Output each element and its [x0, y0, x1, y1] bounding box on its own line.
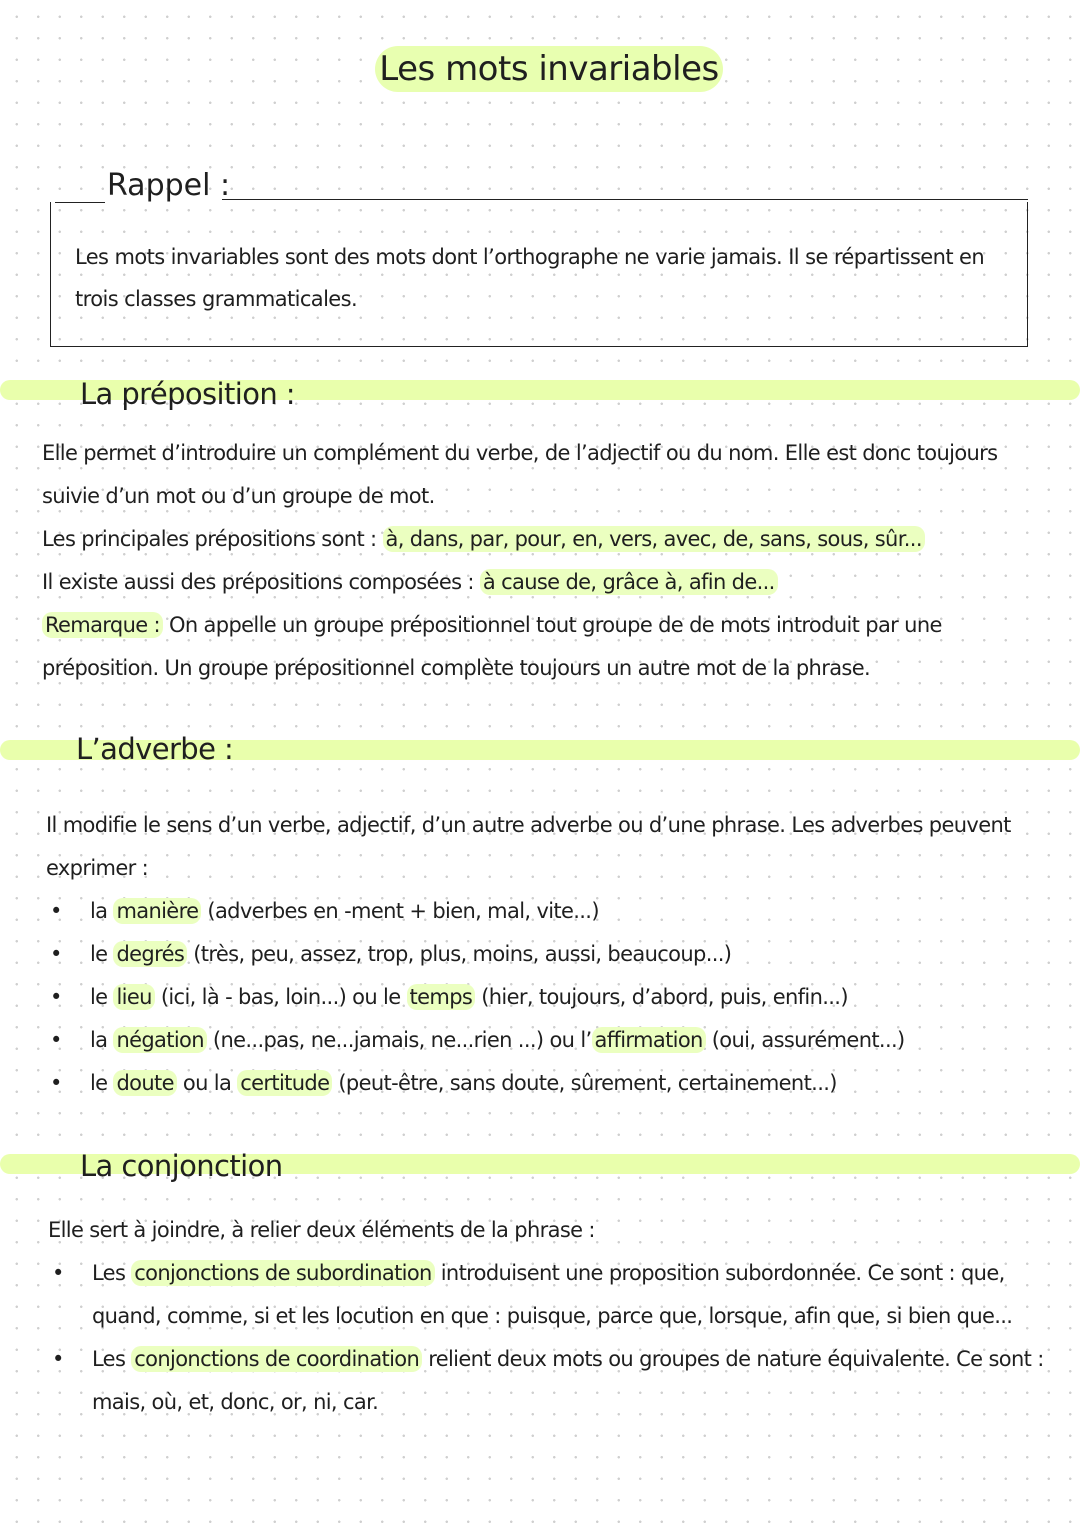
preposition-line-4 — [42, 561, 1052, 604]
item-text: le — [90, 985, 114, 1009]
item-text: (très, peu, assez, trop, plus, moins, aussi, beaucoup...) — [187, 942, 732, 966]
item-highlight: affirmation — [592, 1027, 706, 1053]
preposition-compound-highlight: à cause de, grâce à, afin de... — [480, 569, 778, 595]
adverbe-item-negation — [46, 1019, 1056, 1062]
conjonction-item-subordination — [48, 1252, 1058, 1338]
item-text: introduisent une proposition subordonnée. Ce sont : que, — [434, 1261, 1005, 1285]
preposition-line-3-text: Les principales prépositions sont : — [42, 527, 383, 551]
item-text: le — [90, 1071, 114, 1095]
preposition-line-4-text: Il existe aussi des prépositions composées : — [42, 570, 480, 594]
item-text: (oui, assurément...) — [705, 1028, 905, 1052]
item-text: le — [90, 942, 114, 966]
bullet: • — [50, 899, 62, 923]
conjonction-line-1: Elle sert à joindre, à relier deux éléments de la phrase : — [48, 1218, 595, 1242]
item-text: Les — [92, 1347, 132, 1371]
item-highlight: degrés — [113, 941, 187, 967]
preposition-line-5-text: On appelle un groupe prépositionnel tout groupe de de mots introduit par une — [162, 613, 942, 637]
bullet: • — [52, 1261, 64, 1285]
adverbe-text — [46, 804, 1056, 1105]
item-highlight: certitude — [237, 1070, 332, 1096]
rappel-lead-line — [55, 172, 105, 203]
adverbe-item-doute — [46, 1062, 1056, 1105]
item-text: (hier, toujours, d’abord, puis, enfin...) — [475, 985, 848, 1009]
rappel-heading — [55, 168, 230, 203]
preposition-heading: La préposition : — [80, 377, 295, 411]
item-text: mais, où, et, donc, or, ni, car. — [92, 1390, 379, 1414]
adverbe-line-2: exprimer : — [46, 856, 149, 880]
item-highlight: lieu — [113, 984, 154, 1010]
preposition-line-3 — [42, 518, 1052, 561]
item-text: relient deux mots ou groupes de nature équivalente. Ce sont : — [422, 1347, 1044, 1371]
adverbe-item-lieu-temps — [46, 976, 1056, 1019]
adverbe-heading: L’adverbe : — [76, 732, 234, 766]
conjonction-text — [48, 1209, 1058, 1424]
adverbe-item-maniere — [46, 890, 1056, 933]
bullet: • — [50, 1028, 62, 1052]
item-text: quand, comme, si et les locution en que : puisque, parce que, lorsque, afin que, si bien que... — [92, 1304, 1013, 1328]
preposition-text — [42, 432, 1052, 690]
item-highlight: conjonctions de coordination — [131, 1346, 422, 1372]
preposition-list-highlight: à, dans, par, pour, en, vers, avec, de, sans, sous, sûr... — [383, 526, 925, 552]
bullet: • — [50, 1071, 62, 1095]
item-highlight: manière — [113, 898, 201, 924]
page-title: Les mots invariables — [375, 46, 723, 92]
item-highlight: temps — [407, 984, 476, 1010]
conjonction-heading: La conjonction — [80, 1149, 283, 1183]
rappel-line-1: Les mots invariables sont des mots dont l’orthographe ne varie jamais. Il se répartissent en — [75, 245, 985, 269]
adverbe-list — [46, 890, 1056, 1105]
rappel-text — [75, 236, 1015, 320]
conjonction-list — [48, 1252, 1058, 1424]
item-text: Les — [92, 1261, 132, 1285]
preposition-line-2: suivie d’un mot ou d’un groupe de mot. — [42, 484, 435, 508]
item-text: (ici, là - bas, loin...) ou le — [154, 985, 407, 1009]
item-text: (adverbes en -ment + bien, mal, vite...) — [201, 899, 599, 923]
rappel-top-line — [222, 199, 1028, 200]
item-highlight: conjonctions de subordination — [131, 1260, 434, 1286]
rappel-label: Rappel : — [107, 168, 231, 203]
preposition-line-6: préposition. Un groupe prépositionnel complète toujours un autre mot de la phrase. — [42, 656, 871, 680]
remarque-highlight: Remarque : — [42, 612, 163, 638]
rappel-line-2: trois classes grammaticales. — [75, 287, 358, 311]
bullet: • — [50, 985, 62, 1009]
item-text: ou la — [176, 1071, 238, 1095]
item-highlight: négation — [113, 1027, 206, 1053]
preposition-line-1: Elle permet d’introduire un complément du verbe, de l’adjectif ou du nom. Elle est donc toujours — [42, 441, 998, 465]
adverbe-item-degres — [46, 933, 1056, 976]
item-highlight: doute — [113, 1070, 176, 1096]
preposition-line-5 — [42, 604, 1052, 647]
adverbe-line-1: Il modifie le sens d’un verbe, adjectif, d’un autre adverbe ou d’une phrase. Les adverbes peuvent — [46, 813, 1011, 837]
bullet: • — [52, 1347, 64, 1371]
conjonction-item-coordination — [48, 1338, 1058, 1424]
bullet: • — [50, 942, 62, 966]
item-text: (peut-être, sans doute, sûrement, certainement...) — [332, 1071, 837, 1095]
item-text: la — [90, 899, 114, 923]
item-text: (ne...pas, ne...jamais, ne...rien ...) ou l’ — [206, 1028, 592, 1052]
item-text: la — [90, 1028, 114, 1052]
